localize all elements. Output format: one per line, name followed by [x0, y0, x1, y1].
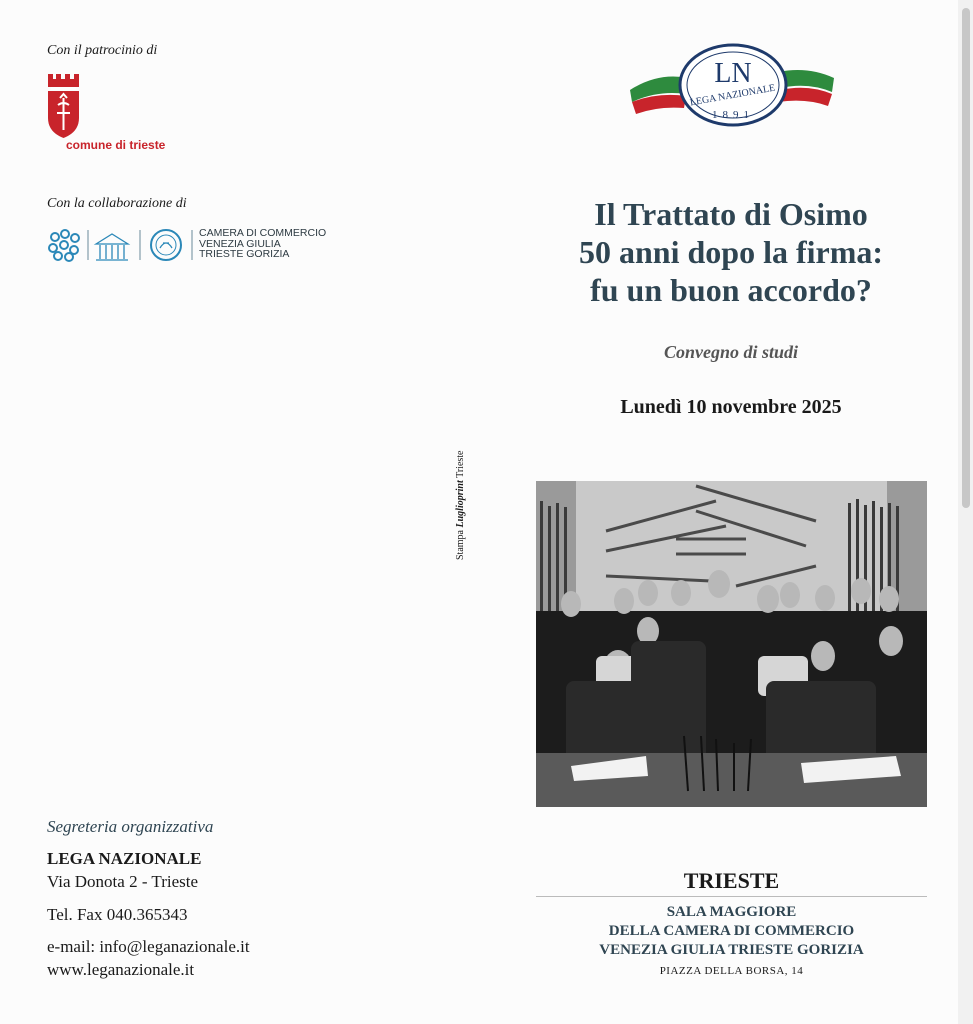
organization-email[interactable]: e-mail: info@leganazionale.it: [47, 937, 250, 956]
title-line: Il Trattato di Osimo: [594, 196, 868, 232]
trieste-logo-text: comune di trieste: [66, 138, 166, 152]
printer-credit: [455, 451, 466, 561]
event-date: Lunedì 10 novembre 2025: [620, 396, 842, 418]
printer-credit-suffix: Trieste: [455, 450, 466, 478]
title-line: fu un buon accordo?: [590, 272, 872, 308]
organization-phone: Tel. Fax 040.365343: [47, 905, 188, 924]
venue-line: VENEZIA GIULIA TRIESTE GORIZIA: [599, 942, 864, 958]
logo-name: LEGA NAZIONALE: [689, 82, 777, 109]
collaboration-label: Con la collaborazione di: [47, 196, 187, 211]
printer-credit-prefix: Stampa: [455, 530, 466, 560]
organization-name: LEGA NAZIONALE: [47, 849, 202, 868]
event-venue: [536, 903, 927, 960]
event-title: [536, 195, 926, 309]
scrollbar-thumb[interactable]: [962, 8, 970, 508]
chamber-of-commerce-logo-text: [199, 228, 326, 260]
logo-initials: LN: [714, 58, 752, 89]
chamber-of-commerce-logo-icon: [46, 226, 196, 269]
chamber-logo-line: TRIESTE GORIZIA: [199, 248, 290, 260]
title-line: 50 anni dopo la firma:: [578, 234, 884, 270]
secretariat-title: Segreteria organizzativa: [47, 817, 214, 836]
chamber-logo-line: VENEZIA GIULIA: [199, 237, 281, 250]
divider: [536, 896, 927, 897]
treaty-signing-photo: [536, 481, 927, 807]
trieste-crest-icon: [47, 74, 81, 145]
event-subtitle: Convegno di studi: [663, 342, 799, 362]
organization-address: Via Donota 2 - Trieste: [47, 872, 199, 891]
venue-line: DELLA CAMERA DI COMMERCIO: [608, 923, 855, 939]
event-address: PIAZZA DELLA BORSA, 14: [659, 965, 804, 977]
printer-credit-brand: Luglioprint: [455, 480, 466, 528]
event-city: TRIESTE: [683, 868, 780, 893]
organization-website[interactable]: www.leganazionale.it: [47, 960, 195, 979]
patronage-label: Con il patrocinio di: [47, 43, 158, 58]
venue-line: SALA MAGGIORE: [666, 904, 797, 920]
logo-year: 1891: [712, 109, 754, 121]
lega-nazionale-logo: [628, 42, 838, 133]
chamber-logo-line: CAMERA DI COMMERCIO: [199, 227, 327, 239]
